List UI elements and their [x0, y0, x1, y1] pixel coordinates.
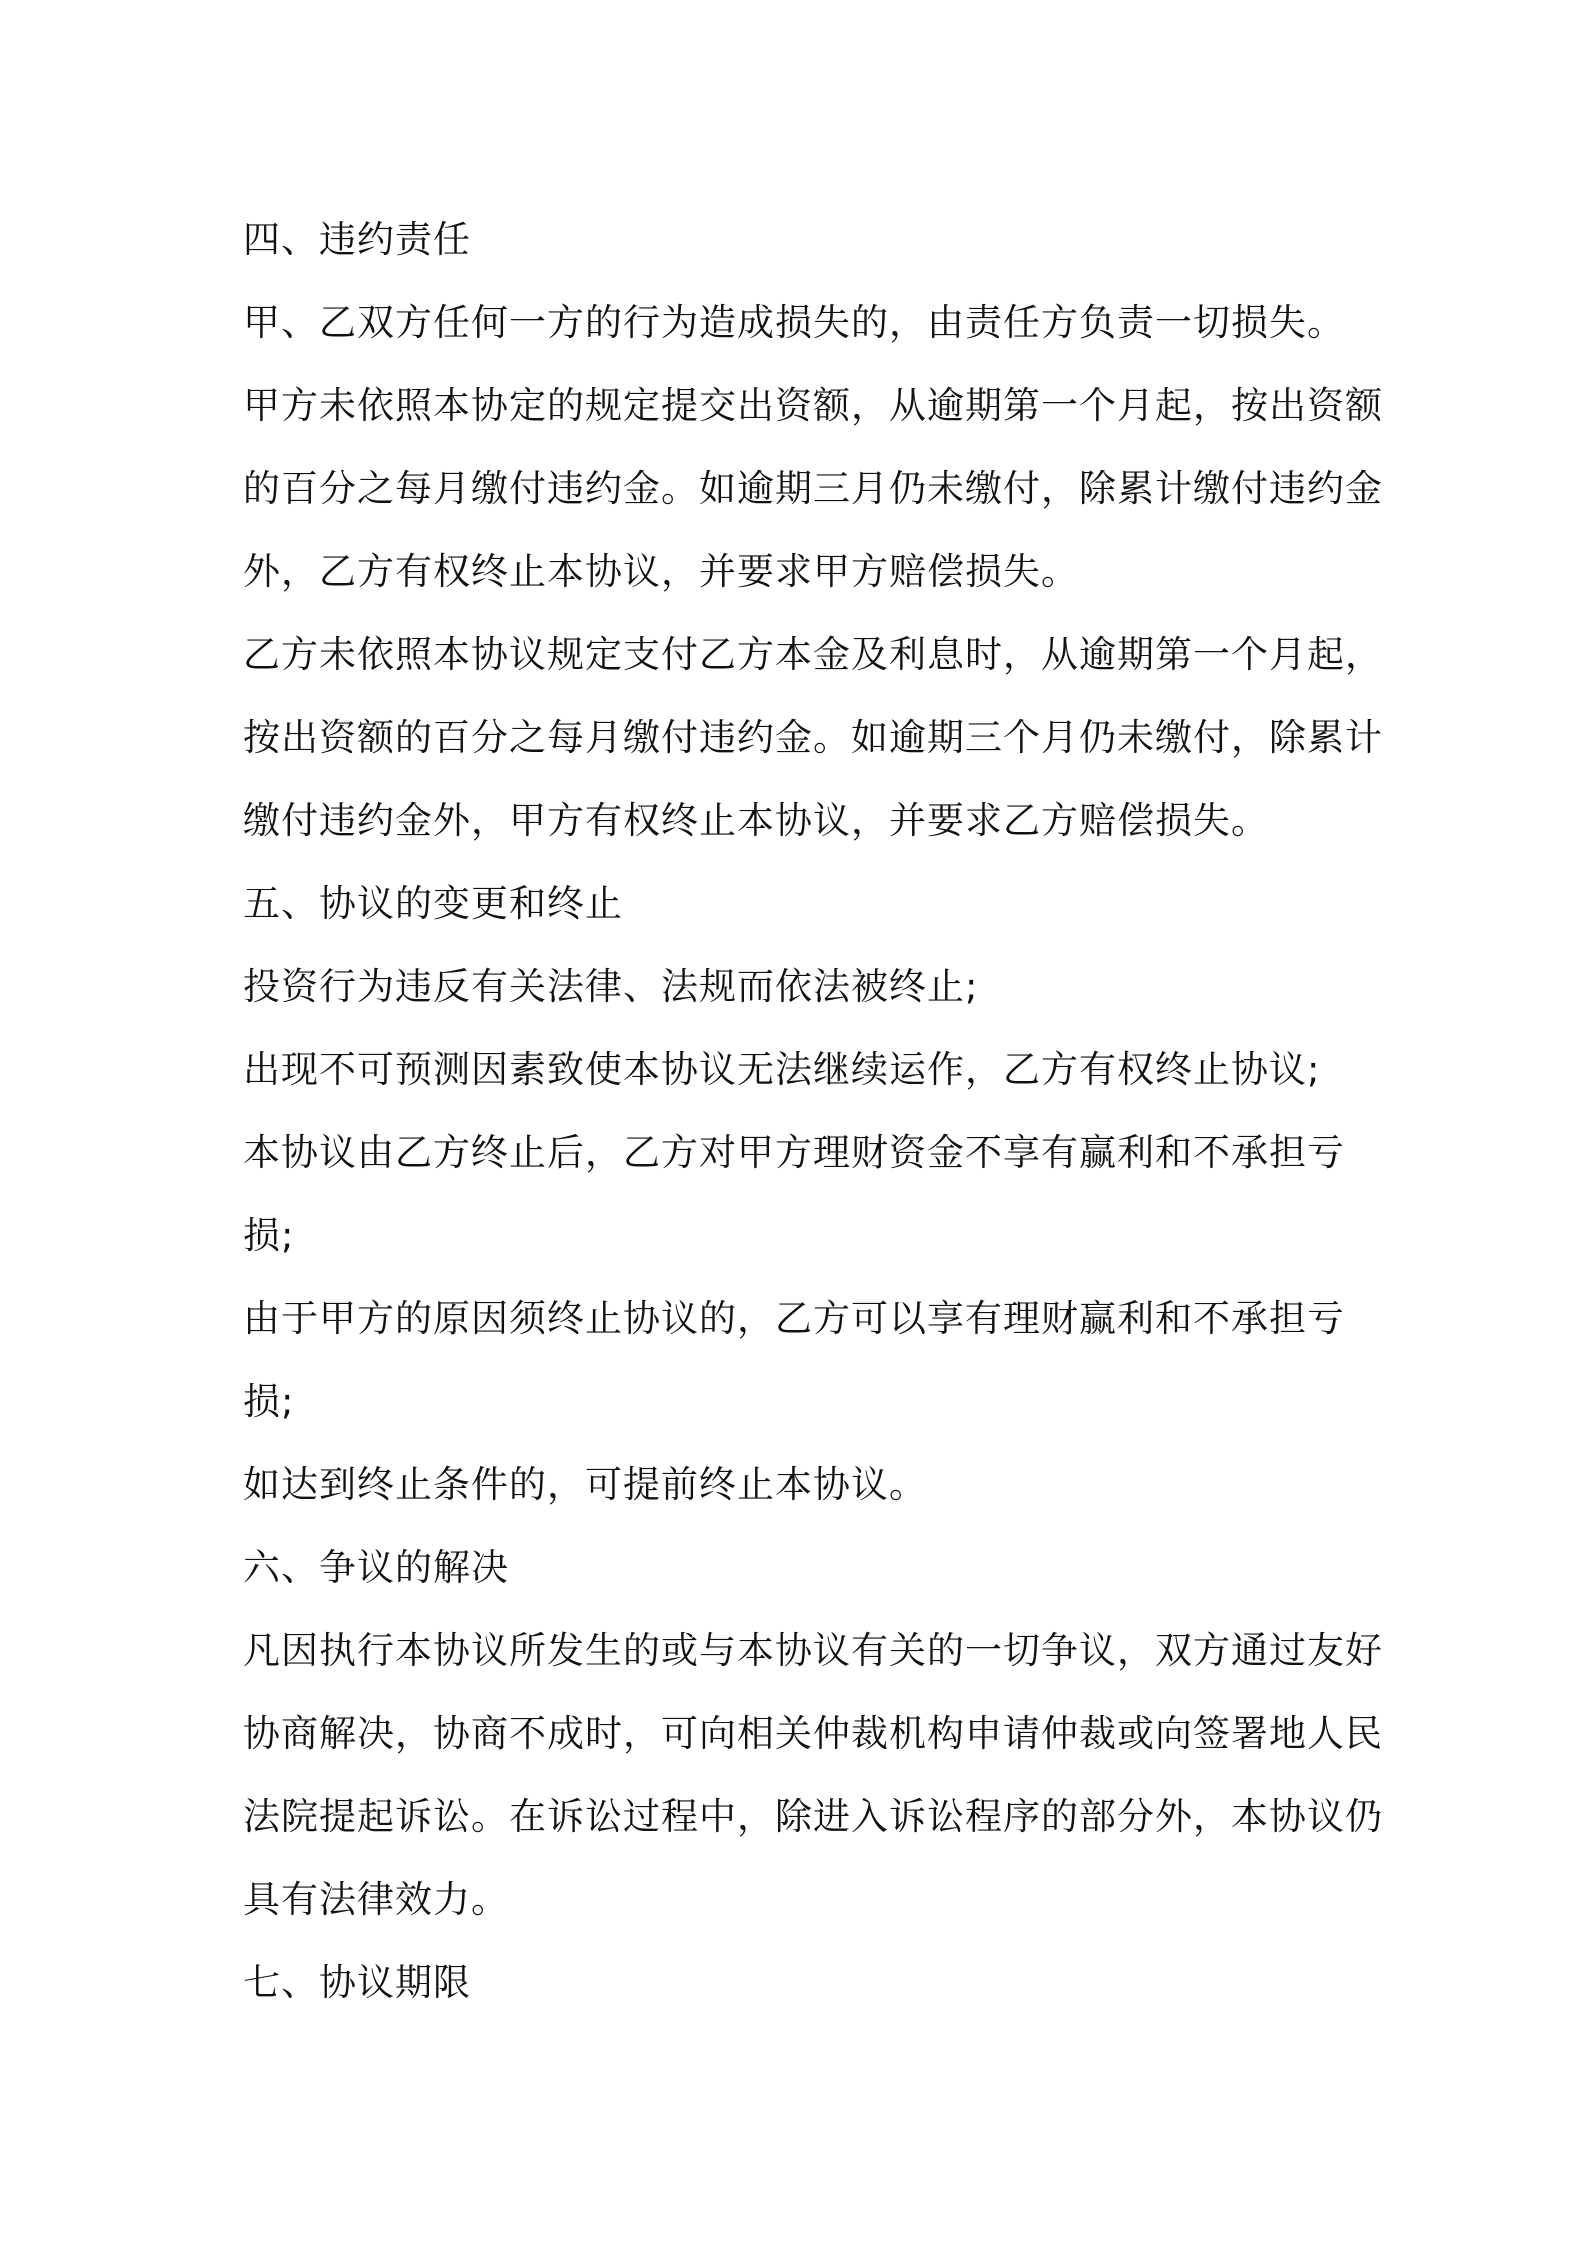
- section-heading-change-termination: 五、协议的变更和终止: [243, 882, 623, 925]
- paragraph-line: 如达到终止条件的，可提前终止本协议。: [243, 1463, 927, 1506]
- paragraph-line: 按出资额的百分之每月缴付违约金。如逾期三个月仍未缴付，除累计: [243, 716, 1383, 759]
- paragraph-line: 外，乙方有权终止本协议，并要求甲方赔偿损失。: [243, 550, 1079, 593]
- paragraph-line: 投资行为违反有关法律、法规而依法被终止;: [243, 965, 979, 1008]
- paragraph-line: 出现不可预测因素致使本协议无法继续运作，乙方有权终止协议;: [243, 1048, 1321, 1091]
- paragraph-line: 具有法律效力。: [243, 1878, 509, 1921]
- section-heading-breach: 四、违约责任: [243, 218, 471, 261]
- paragraph-line: 凡因执行本协议所发生的或与本协议有关的一切争议，双方通过友好: [243, 1629, 1383, 1672]
- paragraph-line: 本协议由乙方终止后，乙方对甲方理财资金不享有赢利和不承担亏: [243, 1131, 1345, 1174]
- paragraph-line: 的百分之每月缴付违约金。如逾期三月仍未缴付，除累计缴付违约金: [243, 467, 1383, 510]
- paragraph-line: 损;: [243, 1214, 295, 1257]
- paragraph-line: 乙方未依照本协议规定支付乙方本金及利息时，从逾期第一个月起，: [243, 633, 1383, 676]
- paragraph-line: 协商解决，协商不成时，可向相关仲裁机构申请仲裁或向签署地人民: [243, 1712, 1383, 1755]
- paragraph-line: 由于甲方的原因须终止协议的，乙方可以享有理财赢利和不承担亏: [243, 1297, 1345, 1340]
- document-body: [243, 198, 1383, 2024]
- paragraph-line: 甲、乙双方任何一方的行为造成损失的，由责任方负责一切损失。: [243, 301, 1345, 344]
- paragraph-line: 甲方未依照本协定的规定提交出资额，从逾期第一个月起，按出资额: [243, 384, 1383, 427]
- paragraph-line: 法院提起诉讼。在诉讼过程中，除进入诉讼程序的部分外，本协议仍: [243, 1795, 1383, 1838]
- paragraph-line: 损;: [243, 1380, 295, 1423]
- section-heading-dispute: 六、争议的解决: [243, 1546, 509, 1589]
- section-heading-term: 七、协议期限: [243, 1961, 471, 2004]
- paragraph-line: 缴付违约金外，甲方有权终止本协议，并要求乙方赔偿损失。: [243, 799, 1269, 842]
